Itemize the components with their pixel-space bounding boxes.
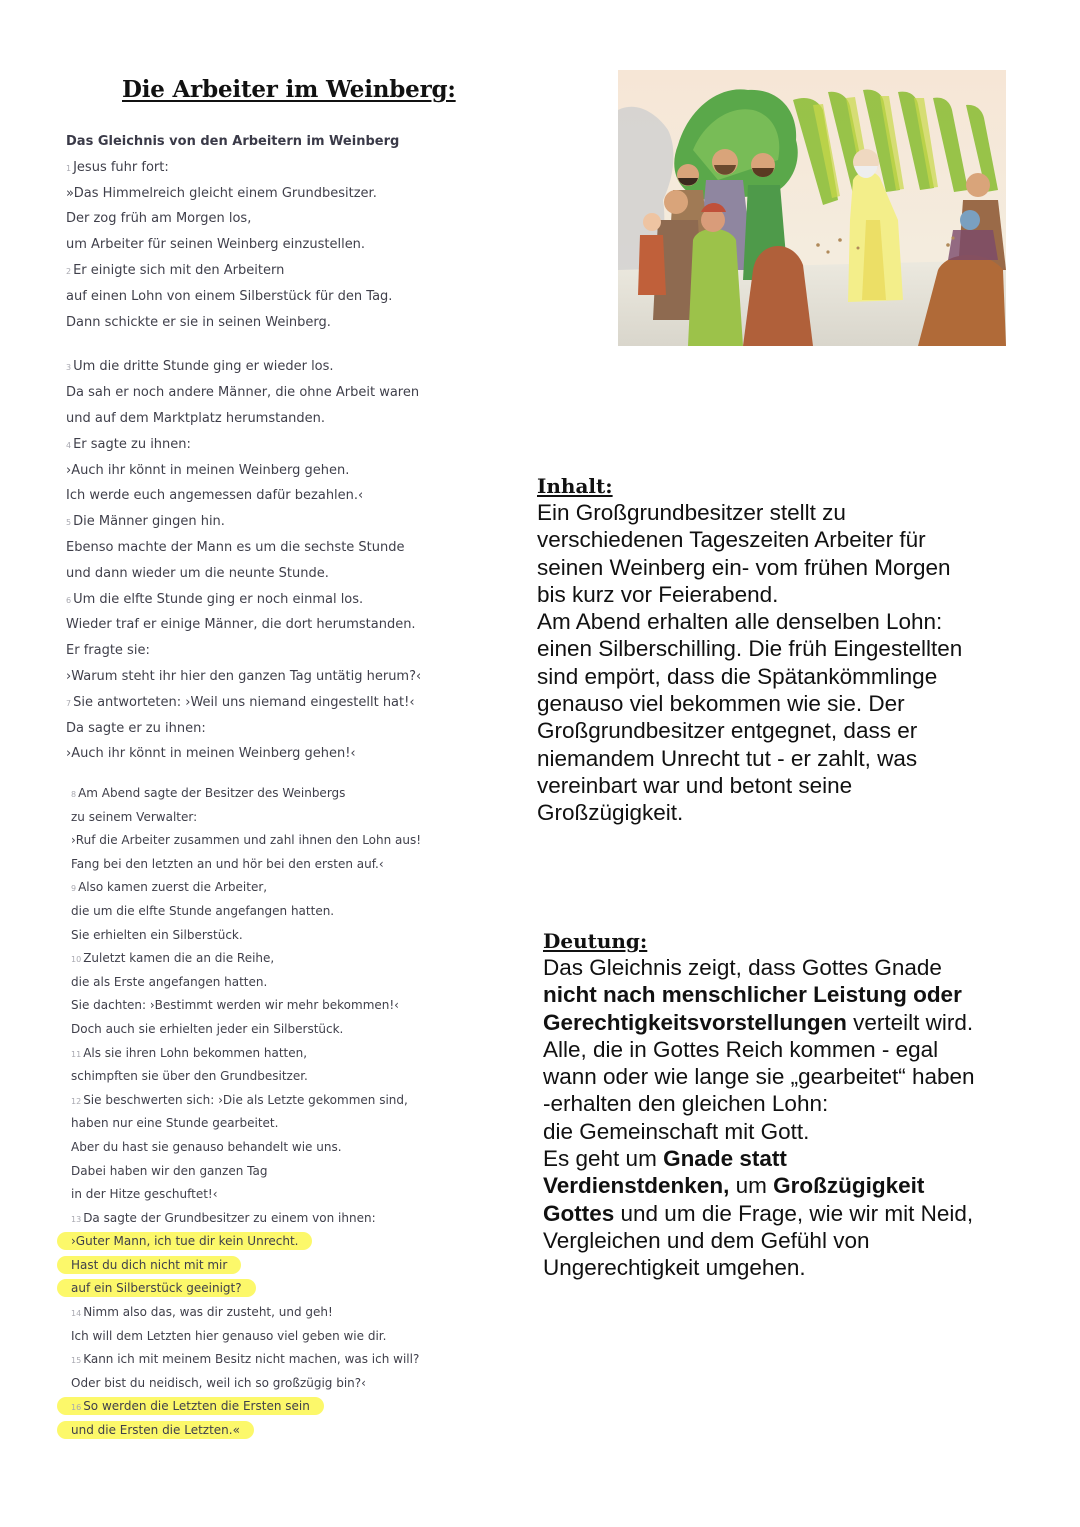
verse-text: Zuletzt kamen die an die Reihe, <box>83 951 275 966</box>
verse-line <box>66 409 421 435</box>
document-title: Die Arbeiter im Weinberg: <box>122 76 456 103</box>
verse-text: ›Guter Mann, ich tue dir kein Unrecht. <box>71 1234 299 1249</box>
text-line: seinen Weinberg ein- vom frühen Morgen <box>537 554 951 580</box>
verse-text: Am Abend sagte der Besitzer des Weinbergs <box>78 786 346 800</box>
verse-line <box>66 693 421 719</box>
verse-number: 7 <box>66 698 72 708</box>
verse-line <box>71 1114 421 1138</box>
verse-number: 4 <box>66 440 72 450</box>
text: -erhalten den gleichen Lohn: <box>543 1091 829 1117</box>
highlighted-text <box>57 1279 256 1297</box>
verse-text: Wieder traf er einige Männer, die dort herumstanden. <box>66 617 416 633</box>
text-line <box>543 1063 975 1090</box>
verse-text: auf einen Lohn von einem Silberstück für den Tag. <box>66 288 393 304</box>
verse-text: ›Ruf die Arbeiter zusammen und zahl ihnen den Lohn aus! <box>71 833 422 848</box>
verse-line <box>71 1327 421 1351</box>
text: wann oder wie lange sie „gearbeitet“ haben <box>543 1064 975 1090</box>
bible-part-1 <box>66 158 421 339</box>
verse-line <box>71 1162 421 1186</box>
text-line <box>543 981 975 1008</box>
verse-line <box>71 902 421 926</box>
verse-line <box>66 209 421 235</box>
verse-number: 13 <box>71 1214 82 1224</box>
bold-text: Großzügigkeit <box>773 1173 925 1199</box>
text-line: vereinbart war und betont seine <box>537 772 853 798</box>
text-line: sind empört, dass die Spätankömmlinge <box>537 663 938 689</box>
verse-text: Sie erhielten ein Silberstück. <box>71 927 243 942</box>
verse-line <box>66 383 421 409</box>
bold-text: Verdienstdenken, <box>543 1173 730 1199</box>
deutung-body <box>543 954 975 1282</box>
verse-line <box>71 1232 421 1256</box>
verse-line <box>71 1209 421 1233</box>
verse-text: Dabei haben wir den ganzen Tag <box>71 1163 268 1178</box>
verse-text: Da sagte er zu ihnen: <box>66 720 206 736</box>
text-line <box>543 1009 975 1036</box>
text-line: Großzügigkeit. <box>537 800 684 826</box>
verse-line <box>71 1020 421 1044</box>
verse-line <box>66 719 421 745</box>
verse-text: Ich werde euch angemessen dafür bezahlen.‹ <box>66 488 364 504</box>
text-line: Am Abend erhalten alle denselben Lohn: <box>537 609 943 635</box>
verse-line <box>71 1091 421 1115</box>
verse-text: Sie dachten: ›Bestimmt werden wir mehr bekommen!‹ <box>71 998 399 1013</box>
verse-line <box>71 878 421 902</box>
verse-number: 11 <box>71 1049 82 1059</box>
verse-text: Ich will dem Letzten hier genauso viel geben wie dir. <box>71 1328 387 1343</box>
verse-line <box>66 641 421 667</box>
verse-number: 9 <box>71 884 77 894</box>
verse-text: Sie antworteten: ›Weil uns niemand eingestellt hat!‹ <box>73 694 415 710</box>
verse-text: Da sagte der Grundbesitzer zu einem von ihnen: <box>83 1210 376 1225</box>
vineyard-illustration <box>618 70 1006 346</box>
text-line: Ein Großgrundbesitzer stellt zu <box>537 500 846 525</box>
verse-text: die als Erste angefangen hatten. <box>71 974 268 989</box>
deutung-title: Deutung: <box>543 929 648 953</box>
verse-number: 14 <box>71 1309 82 1319</box>
bold-text: nicht nach menschlicher Leistung oder <box>543 982 962 1008</box>
text-line: einen Silberschilling. Die früh Eingestellten <box>537 636 963 662</box>
verse-line <box>71 973 421 997</box>
verse-line <box>71 996 421 1020</box>
bible-part-2 <box>66 357 421 770</box>
text-line: niemandem Unrecht tut - er zahlt, was <box>537 745 918 771</box>
verse-line <box>66 261 421 287</box>
verse-line <box>66 538 421 564</box>
verse-line <box>66 357 421 383</box>
text-line: verschiedenen Tageszeiten Arbeiter für <box>537 527 926 553</box>
verse-line <box>71 855 421 879</box>
text-line <box>543 1254 975 1281</box>
verse-text: Kann ich mit meinem Besitz nicht machen, was ich will? <box>83 1352 420 1367</box>
verse-text: und dann wieder um die neunte Stunde. <box>66 565 329 581</box>
bold-text: Gnade statt <box>663 1146 787 1172</box>
verse-line <box>71 784 421 808</box>
inhalt-body <box>537 499 962 827</box>
verse-text: Nimm also das, was dir zusteht, und geh! <box>83 1305 333 1320</box>
verse-line <box>66 184 421 210</box>
verse-line <box>66 313 421 339</box>
vineyard-illustration-icon <box>618 70 1006 346</box>
text-line <box>543 1036 975 1063</box>
verse-number: 3 <box>66 363 72 373</box>
verse-text: und auf dem Marktplatz herumstanden. <box>66 410 326 426</box>
verse-number: 5 <box>66 518 72 528</box>
paragraph-gap <box>66 338 421 357</box>
verse-text: Ebenso machte der Mann es um die sechste Stunde <box>66 539 405 555</box>
verse-text: in der Hitze geschuftet!‹ <box>71 1187 218 1202</box>
verse-number: 15 <box>71 1356 82 1366</box>
verse-line <box>66 615 421 641</box>
bible-heading: Das Gleichnis von den Arbeitern im Weinberg <box>66 134 400 149</box>
verse-line <box>66 744 421 770</box>
verse-line <box>71 808 421 832</box>
verse-text: haben nur eine Stunde gearbeitet. <box>71 1116 279 1131</box>
verse-text: Er einigte sich mit den Arbeitern <box>73 262 285 278</box>
highlighted-text <box>57 1256 241 1274</box>
verse-text: schimpften sie über den Grundbesitzer. <box>71 1069 308 1084</box>
bible-text-block-1 <box>66 132 421 770</box>
verse-line <box>71 1374 421 1398</box>
inhalt-title: Inhalt: <box>537 474 613 498</box>
verse-text: die um die elfte Stunde angefangen hatten. <box>71 903 335 918</box>
highlighted-text <box>57 1397 324 1415</box>
text-line: bis kurz vor Feierabend. <box>537 581 779 607</box>
text: Es geht um <box>543 1146 664 1172</box>
verse-text: Aber du hast sie genauso behandelt wie uns. <box>71 1139 342 1154</box>
bible-text-block-2 <box>71 784 421 1445</box>
verse-text: Um die dritte Stunde ging er wieder los. <box>73 359 334 375</box>
verse-line <box>71 1044 421 1068</box>
verse-number: 6 <box>66 595 72 605</box>
verse-text: ›Warum steht ihr hier den ganzen Tag untätig herum?‹ <box>66 668 422 684</box>
text: verteilt wird. <box>846 1009 974 1035</box>
text-line <box>543 1200 975 1227</box>
verse-text: Der zog früh am Morgen los, <box>66 211 252 227</box>
verse-number: 2 <box>66 266 72 276</box>
verse-text: ›Auch ihr könnt in meinen Weinberg gehen!‹ <box>66 746 356 762</box>
bold-text: Gottes <box>543 1200 615 1226</box>
verse-text: Die Männer gingen hin. <box>73 514 225 530</box>
verse-line <box>71 1350 421 1374</box>
verse-line <box>66 564 421 590</box>
verse-line <box>71 1185 421 1209</box>
verse-line <box>66 287 421 313</box>
verse-line <box>71 1067 421 1091</box>
text-line <box>543 1090 975 1117</box>
text: Vergleichen und dem Gefühl von <box>543 1227 870 1253</box>
verse-line <box>71 1397 421 1421</box>
verse-text: Oder bist du neidisch, weil ich so großzügig bin?‹ <box>71 1375 366 1390</box>
deutung-section <box>543 928 975 1282</box>
text-line <box>543 954 975 981</box>
text: Alle, die in Gottes Reich kommen - egal <box>543 1036 939 1062</box>
verse-line <box>66 461 421 487</box>
verse-line <box>71 1421 421 1445</box>
text: die Gemeinschaft mit Gott. <box>543 1118 810 1144</box>
verse-line <box>66 512 421 538</box>
verse-text: ›Auch ihr könnt in meinen Weinberg gehen. <box>66 462 350 478</box>
verse-line <box>66 435 421 461</box>
verse-number: 10 <box>71 955 82 965</box>
verse-line <box>66 158 421 184</box>
verse-text: um Arbeiter für seinen Weinberg einzustellen. <box>66 237 366 253</box>
text: um <box>729 1173 774 1199</box>
verse-line <box>66 590 421 616</box>
verse-text: Also kamen zuerst die Arbeiter, <box>78 880 268 895</box>
verse-text: Sie beschwerten sich: ›Die als Letzte gekommen sind, <box>83 1092 408 1107</box>
verse-number: 16 <box>71 1403 82 1413</box>
verse-text: Fang bei den letzten an und hör bei den ersten auf.‹ <box>71 856 384 871</box>
verse-text: »Das Himmelreich gleicht einem Grundbesitzer. <box>66 185 377 201</box>
verse-text: Er fragte sie: <box>66 643 150 659</box>
verse-text: Um die elfte Stunde ging er noch einmal los. <box>73 591 364 607</box>
verse-text: Er sagte zu ihnen: <box>73 436 191 452</box>
text-line <box>543 1118 975 1145</box>
verse-line <box>71 1279 421 1303</box>
text-line: Großgrundbesitzer entgegnet, dass er <box>537 718 918 744</box>
verse-text: Dann schickte er sie in seinen Weinberg. <box>66 314 331 330</box>
verse-text: und die Ersten die Letzten.« <box>71 1423 240 1438</box>
text-line <box>543 1172 975 1199</box>
verse-text: Da sah er noch andere Männer, die ohne Arbeit waren <box>66 385 420 401</box>
bold-text: Gerechtigkeitsvorstellungen <box>543 1009 847 1035</box>
highlighted-text <box>57 1421 254 1439</box>
verse-text: Als sie ihren Lohn bekommen hatten, <box>83 1045 308 1060</box>
text-line <box>543 1227 975 1254</box>
verse-line <box>66 486 421 512</box>
verse-text: auf ein Silberstück geeinigt? <box>71 1281 242 1296</box>
highlighted-text <box>57 1232 312 1250</box>
verse-line <box>71 831 421 855</box>
inhalt-section <box>537 473 962 827</box>
verse-text: zu seinem Verwalter: <box>71 809 198 824</box>
verse-text: Doch auch sie erhielten jeder ein Silberstück. <box>71 1021 344 1036</box>
verse-line <box>66 667 421 693</box>
text-line <box>543 1145 975 1172</box>
verse-number: 1 <box>66 163 72 173</box>
verse-text: Hast du dich nicht mit mir <box>71 1257 228 1272</box>
verse-line <box>71 949 421 973</box>
verse-line <box>71 1138 421 1162</box>
text-line: genauso viel bekommen wie sie. Der <box>537 691 905 717</box>
verse-text: Jesus fuhr fort: <box>73 159 169 175</box>
text: und um die Frage, wie wir mit Neid, <box>614 1200 974 1226</box>
verse-line <box>71 1256 421 1280</box>
text: Ungerechtigkeit umgehen. <box>543 1255 806 1281</box>
bible-part-3 <box>71 784 421 1445</box>
verse-number: 12 <box>71 1096 82 1106</box>
verse-number: 8 <box>71 790 77 799</box>
verse-line <box>66 235 421 261</box>
verse-line <box>71 1303 421 1327</box>
text: Das Gleichnis zeigt, dass Gottes Gnade <box>543 955 942 980</box>
verse-line <box>71 926 421 950</box>
verse-text: So werden die Letzten die Ersten sein <box>83 1399 310 1414</box>
